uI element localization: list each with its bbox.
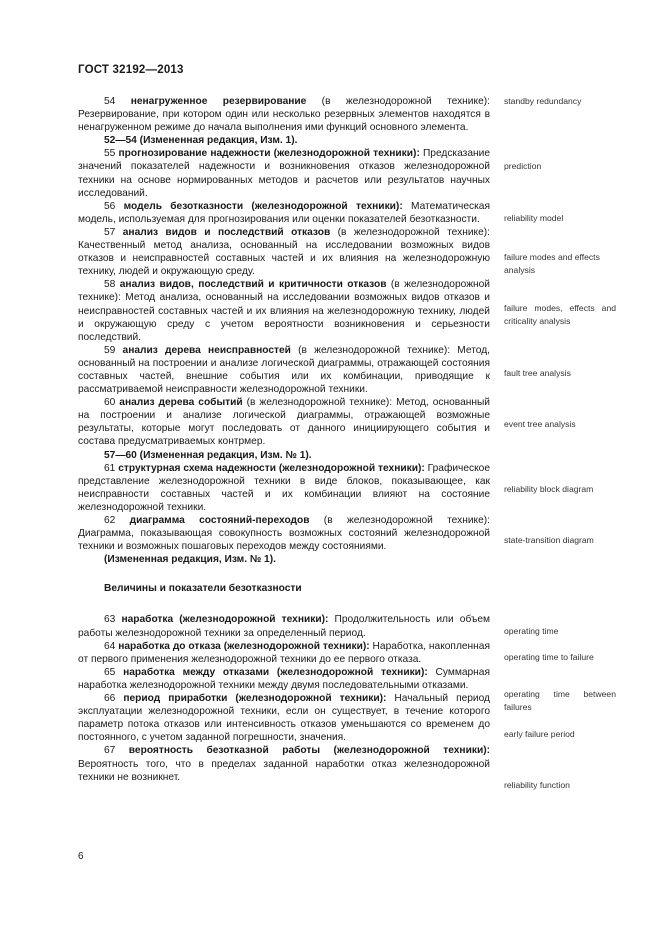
english-term-64: operating time to failure <box>504 652 594 662</box>
document-body <box>78 95 490 784</box>
term-entry-59: 59 анализ дерева неисправностей (в железнодорожной технике): Метод, основанный на построении и анализе логической диаграммы, отражающей состояния составных частей, внешние события или их комбинации, приводящие к рассматриваемой неисправности железнодорожной техники. <box>78 344 490 396</box>
term-entry-54: 54 ненагруженное резервирование (в железнодорожной технике): Резервирование, при котором один или несколько резервных элементов находятся в ненагруженном режиме до начала выполнения ими функций основного элемента. <box>78 96 490 134</box>
english-term-60: event tree analysis <box>504 419 576 429</box>
term-entry-64: 64 наработка до отказа (железнодорожной техники): Наработка, накопленная от первого применения железнодорожной техники до ее первого отказа. <box>78 640 490 665</box>
english-term-57: failure modes and effects analysis <box>504 252 600 275</box>
term-entry-66: 66 период приработки (железнодорожной техники): Начальный период эксплуатации железнодорожной техники, если он существует, в течение которого параметр потока отказов или интенсивность отказов уменьшаются со временем до постоянного, с учетом заданной погрешности, значения. <box>78 693 490 744</box>
english-term-62: state-transition diagram <box>504 535 594 545</box>
english-term-54: standby redundancy <box>504 96 582 106</box>
english-term-59: fault tree analysis <box>504 368 571 378</box>
english-term-61: reliability block diagram <box>504 484 594 494</box>
english-term-65: operating time between failures <box>504 689 616 712</box>
term-entry-60: 60 анализ дерева событий (в железнодорожной технике): Метод, основанный на построении и анализе логической диаграммы, отражающей возможные результаты, которые могут последовать от данного инициирующего события и состава предусматриваемых контрмер. <box>78 397 490 448</box>
term-entry-56: 56 модель безотказности (железнодорожной техники): Математическая модель, используемая для прогнозирования или оценки показателей безотказности. <box>78 200 490 225</box>
term-entry-58: 58 анализ видов, последствий и критичности отказов (в железнодорожной технике): Метод анализа, основанный на исследовании возможных видов отказов и неисправностей составных частей и их влияния на железнодорожную технику, людей и окружающую среду с учетом вероятности возникновения и серьезности последствий. <box>78 279 490 343</box>
term-entry-62: 62 диаграмма состояний-переходов (в железнодорожной технике): Диаграмма, показывающая совокупность возможных состояний железнодорожной техники и возможных пошаговых переходов между состояниями. <box>78 515 490 553</box>
term-entry-63: 63 наработка (железнодорожной техники): Продолжительность или объем работы железнодорожной техники за определенный период. <box>78 614 490 639</box>
term-entry-65: 65 наработка между отказами (железнодорожной техники): Суммарная наработка железнодорожной техники между двумя последовательными отказами. <box>78 666 490 691</box>
english-term-66: early failure period <box>504 729 575 739</box>
english-term-67: reliability function <box>504 780 570 790</box>
term-entry-67: 67 вероятность безотказной работы (железнодорожной техники): Вероятность того, что в пределах заданной наработки отказ железнодорожной техники не возникнет. <box>78 745 490 783</box>
english-term-63: operating time <box>504 626 559 636</box>
english-term-56: reliability model <box>504 213 564 223</box>
term-entry-55: 55 прогнозирование надежности (железнодорожной техники): Предсказание значений показателей надежности и возникновения отказов железнодорожной техники на основе нормированных методов и расчетов или результатов научных исследований. <box>78 148 490 199</box>
section-title: Величины и показатели безотказности <box>104 583 302 595</box>
page-number: 6 <box>78 851 84 862</box>
term-entry-57: 57 анализ видов и последствий отказов (в железнодорожной технике): Качественный метод анализа, основанный на исследовании возможных видов отказов и неисправностей составных частей и их влияния на железнодорожную технику, людей и окружающую среду. <box>78 226 490 278</box>
term-entry-61: 61 структурная схема надежности (железнодорожной техники): Графическое представление железнодорожной техники в виде блоков, показывающее, как неисправности составных частей и их комбинации влияют на состояние железнодорожной техники. <box>78 462 490 513</box>
english-term-58: failure modes, effects and criticality analysis <box>504 303 616 326</box>
amendment-note: 52—54 (Измененная редакция, Изм. 1). <box>104 135 298 147</box>
amendment-note: (Измененная редакция, Изм. № 1). <box>104 554 276 566</box>
document-header: ГОСТ 32192—2013 <box>78 64 184 76</box>
amendment-note: 57—60 (Измененная редакция, Изм. № 1). <box>104 449 312 461</box>
english-term-55: prediction <box>504 161 542 171</box>
